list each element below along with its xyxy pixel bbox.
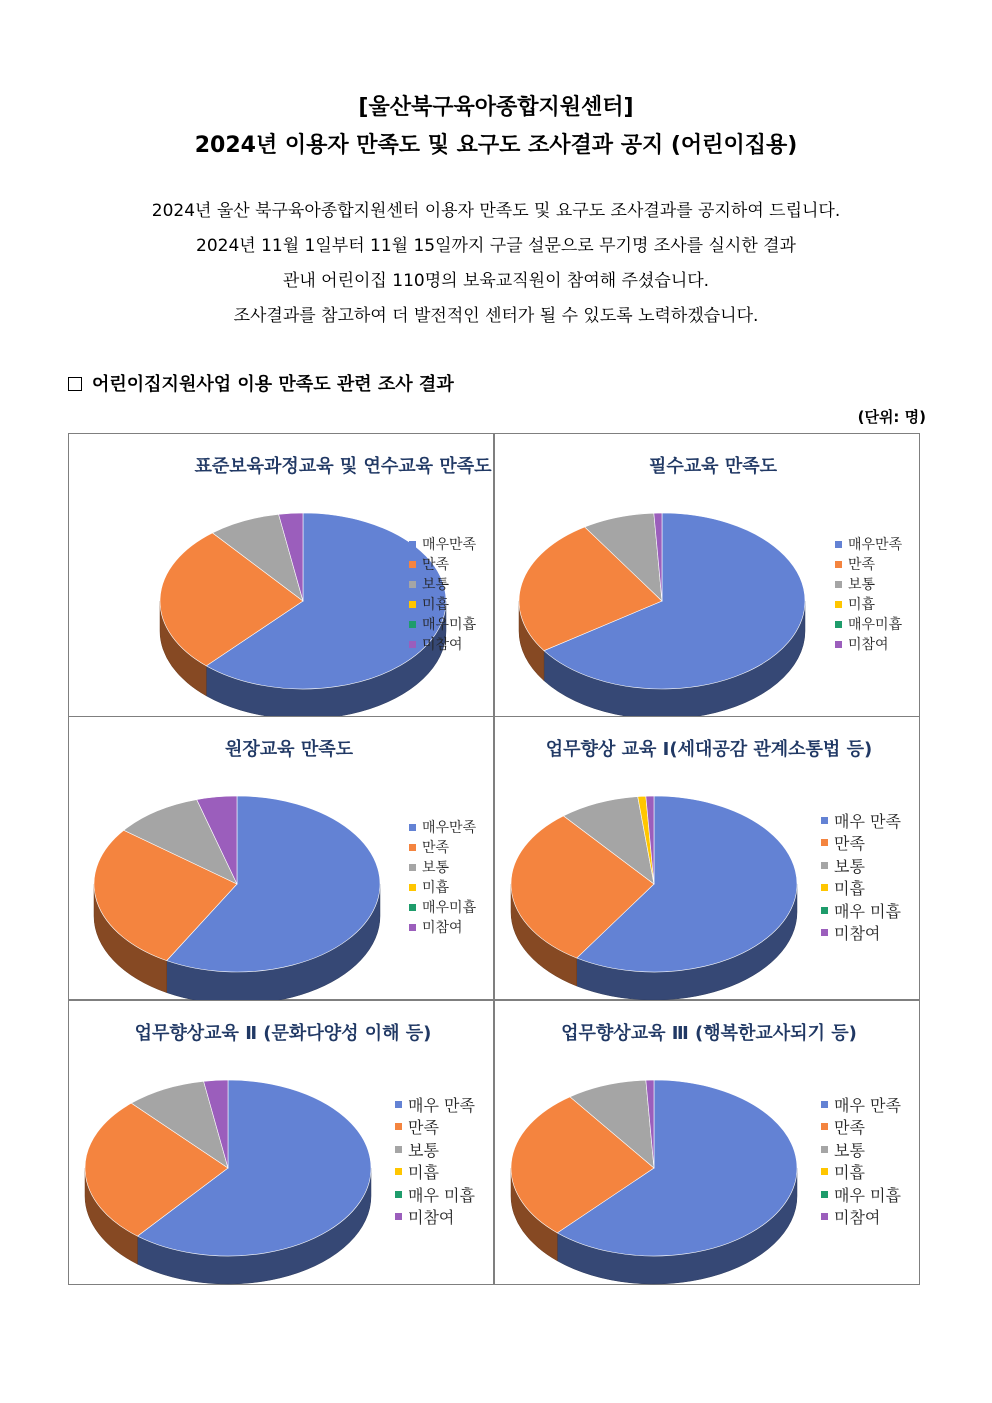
legend-swatch bbox=[409, 621, 416, 628]
legend-label: 미참여 bbox=[408, 1208, 455, 1228]
legend-item bbox=[409, 574, 476, 594]
legend-label: 매우 미흡 bbox=[834, 1185, 901, 1205]
chart-panel-4 bbox=[494, 716, 920, 1000]
legend-label: 만족 bbox=[834, 1118, 865, 1138]
legend-swatch bbox=[409, 824, 416, 831]
legend-swatch bbox=[835, 601, 842, 608]
legend-label: 미흡 bbox=[834, 1163, 865, 1183]
intro-line-1: 2024년 울산 북구육아종합지원센터 이용자 만족도 및 요구도 조사결과를 공지하여 드립니다. bbox=[151, 201, 841, 221]
legend-label: 보통 bbox=[422, 577, 450, 593]
legend-swatch bbox=[821, 817, 828, 824]
legend-item bbox=[821, 809, 901, 832]
legend-swatch bbox=[395, 1191, 402, 1198]
checkbox-square-icon bbox=[68, 377, 82, 391]
legend-item bbox=[395, 1116, 475, 1139]
intro-line-2: 2024년 11월 1일부터 11월 15일까지 구글 설문으로 무기명 조사를 실시한 결과 bbox=[196, 236, 796, 256]
legend-item bbox=[409, 877, 476, 897]
legend-swatch bbox=[821, 1213, 828, 1220]
legend-item bbox=[821, 854, 901, 877]
chart-panel-1 bbox=[68, 433, 494, 717]
intro-line-3: 관내 어린이집 110명의 보육교직원이 참여해 주셨습니다. bbox=[282, 271, 710, 291]
legend-item bbox=[821, 1161, 901, 1184]
legend-item bbox=[821, 1116, 901, 1139]
legend-swatch bbox=[821, 839, 828, 846]
legend-item bbox=[395, 1206, 475, 1229]
legend-label: 만족 bbox=[422, 557, 450, 573]
legend-swatch bbox=[395, 1123, 402, 1130]
chart-title: 표준보육과정교육 및 연수교육 만족도 bbox=[194, 456, 492, 477]
legend-item bbox=[835, 554, 902, 574]
legend-item bbox=[835, 594, 902, 614]
legend-label: 미흡 bbox=[408, 1163, 439, 1183]
legend-swatch bbox=[821, 1123, 828, 1130]
chart-panel-3 bbox=[68, 716, 494, 1000]
legend-item bbox=[835, 574, 902, 594]
legend-item bbox=[821, 1093, 901, 1116]
section-heading bbox=[68, 370, 454, 396]
legend-item bbox=[409, 594, 476, 614]
legend-label: 미흡 bbox=[834, 879, 865, 899]
legend-label: 매우미흡 bbox=[422, 900, 477, 916]
legend-swatch bbox=[821, 1146, 828, 1153]
legend-swatch bbox=[821, 862, 828, 869]
legend-label: 매우미흡 bbox=[422, 617, 477, 633]
legend-label: 만족 bbox=[408, 1118, 439, 1138]
chart-title: 업무향상교육 Ⅱ (문화다양성 이해 등) bbox=[134, 1023, 432, 1044]
legend-swatch bbox=[409, 884, 416, 891]
legend-label: 매우 만족 bbox=[834, 1095, 901, 1115]
legend-swatch bbox=[409, 924, 416, 931]
section-title: 어린이집지원사업 이용 만족도 관련 조사 결과 bbox=[92, 374, 454, 395]
chart-legend bbox=[835, 534, 902, 654]
legend-item bbox=[409, 817, 476, 837]
legend-swatch bbox=[835, 641, 842, 648]
legend-item bbox=[821, 1183, 901, 1206]
legend-swatch bbox=[409, 844, 416, 851]
legend-swatch bbox=[409, 641, 416, 648]
legend-item bbox=[409, 857, 476, 877]
legend-label: 미참여 bbox=[848, 637, 889, 653]
legend-label: 매우 만족 bbox=[834, 811, 901, 831]
legend-label: 매우 미흡 bbox=[408, 1185, 475, 1205]
legend-label: 매우만족 bbox=[848, 537, 903, 553]
legend-item bbox=[395, 1093, 475, 1116]
legend-swatch bbox=[821, 907, 828, 914]
legend-swatch bbox=[395, 1146, 402, 1153]
legend-swatch bbox=[409, 601, 416, 608]
legend-label: 매우만족 bbox=[422, 537, 477, 553]
legend-label: 미참여 bbox=[834, 924, 881, 944]
legend-item bbox=[821, 922, 901, 945]
legend-label: 미흡 bbox=[422, 597, 450, 613]
page-title: 2024년 이용자 만족도 및 요구도 조사결과 공지 (어린이집용) bbox=[194, 133, 798, 158]
chart-legend bbox=[821, 1093, 901, 1228]
legend-label: 미참여 bbox=[834, 1208, 881, 1228]
legend-label: 미흡 bbox=[422, 880, 450, 896]
unit-label: (단위: 명) bbox=[857, 408, 926, 426]
legend-item bbox=[409, 634, 476, 654]
legend-item bbox=[409, 534, 476, 554]
legend-swatch bbox=[409, 541, 416, 548]
legend-item bbox=[821, 1138, 901, 1161]
legend-label: 매우미흡 bbox=[848, 617, 903, 633]
legend-swatch bbox=[821, 929, 828, 936]
legend-label: 미참여 bbox=[422, 637, 463, 653]
legend-item bbox=[821, 899, 901, 922]
legend-label: 만족 bbox=[422, 840, 450, 856]
chart-legend bbox=[821, 809, 901, 944]
page-title-org: [울산북구육아종합지원센터] bbox=[358, 95, 634, 120]
chart-panel-2 bbox=[494, 433, 920, 717]
legend-label: 만족 bbox=[848, 557, 876, 573]
intro-line-4: 조사결과를 참고하여 더 발전적인 센터가 될 수 있도록 노력하겠습니다. bbox=[233, 306, 759, 326]
chart-legend bbox=[409, 534, 476, 654]
chart-panel-6 bbox=[494, 1000, 920, 1285]
legend-item bbox=[835, 634, 902, 654]
legend-item bbox=[395, 1183, 475, 1206]
legend-swatch bbox=[409, 864, 416, 871]
legend-swatch bbox=[821, 1191, 828, 1198]
legend-swatch bbox=[821, 1168, 828, 1175]
legend-swatch bbox=[835, 621, 842, 628]
legend-swatch bbox=[395, 1101, 402, 1108]
chart-legend bbox=[409, 817, 476, 937]
legend-label: 보통 bbox=[834, 856, 865, 876]
legend-label: 매우만족 bbox=[422, 820, 477, 836]
chart-title: 필수교육 만족도 bbox=[649, 456, 777, 477]
legend-swatch bbox=[821, 884, 828, 891]
legend-swatch bbox=[395, 1168, 402, 1175]
legend-item bbox=[395, 1138, 475, 1161]
legend-label: 미흡 bbox=[848, 597, 876, 613]
chart-panel-5 bbox=[68, 1000, 494, 1285]
legend-item bbox=[409, 614, 476, 634]
chart-title: 원장교육 만족도 bbox=[225, 739, 353, 760]
legend-label: 만족 bbox=[834, 834, 865, 854]
legend-label: 보통 bbox=[848, 577, 876, 593]
legend-item bbox=[821, 832, 901, 855]
legend-swatch bbox=[835, 561, 842, 568]
legend-label: 보통 bbox=[834, 1140, 865, 1160]
legend-swatch bbox=[409, 904, 416, 911]
legend-item bbox=[821, 877, 901, 900]
legend-swatch bbox=[821, 1101, 828, 1108]
legend-item bbox=[409, 837, 476, 857]
legend-swatch bbox=[395, 1213, 402, 1220]
legend-item bbox=[835, 534, 902, 554]
legend-item bbox=[409, 917, 476, 937]
legend-item bbox=[409, 897, 476, 917]
legend-label: 매우 만족 bbox=[408, 1095, 475, 1115]
legend-item bbox=[409, 554, 476, 574]
legend-label: 보통 bbox=[408, 1140, 439, 1160]
legend-item bbox=[835, 614, 902, 634]
legend-swatch bbox=[835, 541, 842, 548]
legend-item bbox=[821, 1206, 901, 1229]
legend-swatch bbox=[409, 561, 416, 568]
legend-item bbox=[395, 1161, 475, 1184]
chart-title: 업무향상 교육 Ⅰ(세대공감 관계소통법 등) bbox=[545, 739, 873, 760]
chart-legend bbox=[395, 1093, 475, 1228]
legend-swatch bbox=[835, 581, 842, 588]
legend-label: 매우 미흡 bbox=[834, 901, 901, 921]
legend-swatch bbox=[409, 581, 416, 588]
chart-title: 업무향상교육 Ⅲ (행복한교사되기 등) bbox=[561, 1023, 857, 1044]
legend-label: 미참여 bbox=[422, 920, 463, 936]
legend-label: 보통 bbox=[422, 860, 450, 876]
